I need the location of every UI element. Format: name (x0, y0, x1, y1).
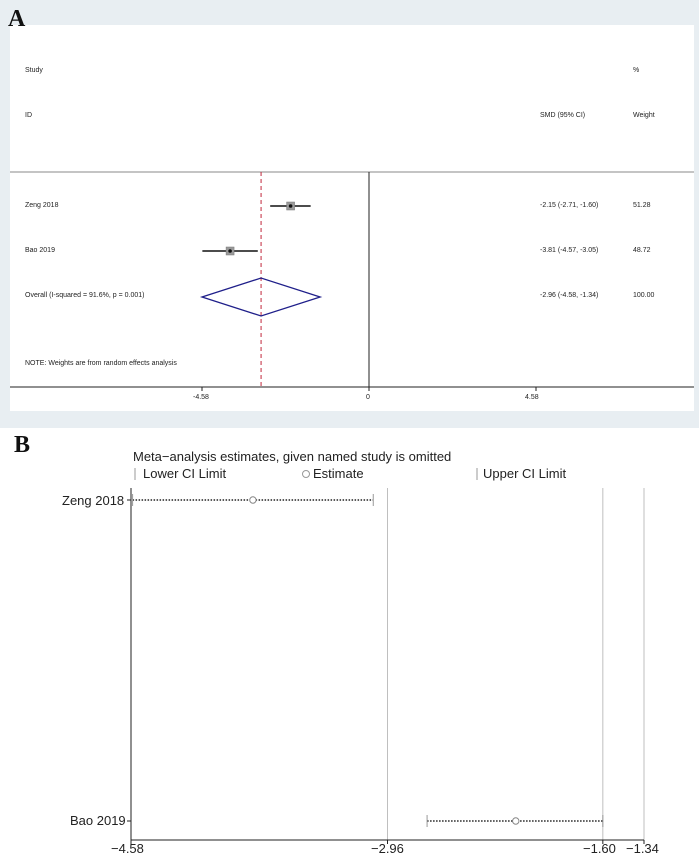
forest-tick-label-zero: 0 (366, 394, 370, 401)
omitted-label-bao-2019: Bao 2019 (70, 813, 126, 828)
panel-b-title: Meta−analysis estimates, given named study is omitted (133, 449, 452, 464)
study-name-zeng-2018: Zeng 2018 (25, 202, 59, 209)
header-id: ID (25, 112, 32, 119)
study-weight-bao-2019: 48.72 (633, 247, 651, 254)
forest-point-0 (289, 204, 293, 208)
influence-tick-label-3: −1.60 (583, 841, 616, 856)
legend-lower-ci: Lower CI Limit (143, 466, 227, 481)
study-name-bao-2019: Bao 2019 (25, 247, 55, 254)
influence-estimate-0 (250, 497, 256, 503)
panel-b-label: B (14, 432, 31, 458)
study-ci-bao-2019: -3.81 (-4.57, -3.05) (540, 247, 599, 254)
influence-estimate-1 (513, 818, 519, 824)
header-percent: % (633, 67, 640, 74)
overall-label: Overall (I-squared = 91.6%, p = 0.001) (25, 292, 145, 299)
influence-tick-label-1: −4.58 (111, 841, 144, 856)
header-study: Study (25, 67, 43, 74)
influence-tick-label-2: −2.96 (371, 841, 404, 856)
weights-note: NOTE: Weights are from random effects analysis (25, 360, 177, 367)
panel-a-label: A (8, 6, 26, 32)
legend-estimate: Estimate (313, 466, 364, 481)
overall-weight: 100.00 (633, 292, 655, 299)
study-weight-zeng-2018: 51.28 (633, 202, 651, 209)
legend-estimate-symbol (303, 471, 310, 478)
study-ci-zeng-2018: -2.15 (-2.71, -1.60) (540, 202, 599, 209)
header-smd: SMD (95% CI) (540, 112, 586, 119)
legend-upper-ci: Upper CI Limit (483, 466, 567, 481)
forest-point-1 (228, 249, 232, 253)
forest-overall-diamond (202, 278, 320, 316)
omitted-label-zeng-2018: Zeng 2018 (62, 493, 125, 508)
header-weight: Weight (633, 112, 655, 119)
forest-tick-label-right: 4.58 (525, 394, 539, 401)
forest-tick-label-left: -4.58 (193, 394, 209, 401)
overall-ci: -2.96 (-4.58, -1.34) (540, 292, 599, 299)
influence-tick-label-4: −1.34 (626, 841, 659, 856)
